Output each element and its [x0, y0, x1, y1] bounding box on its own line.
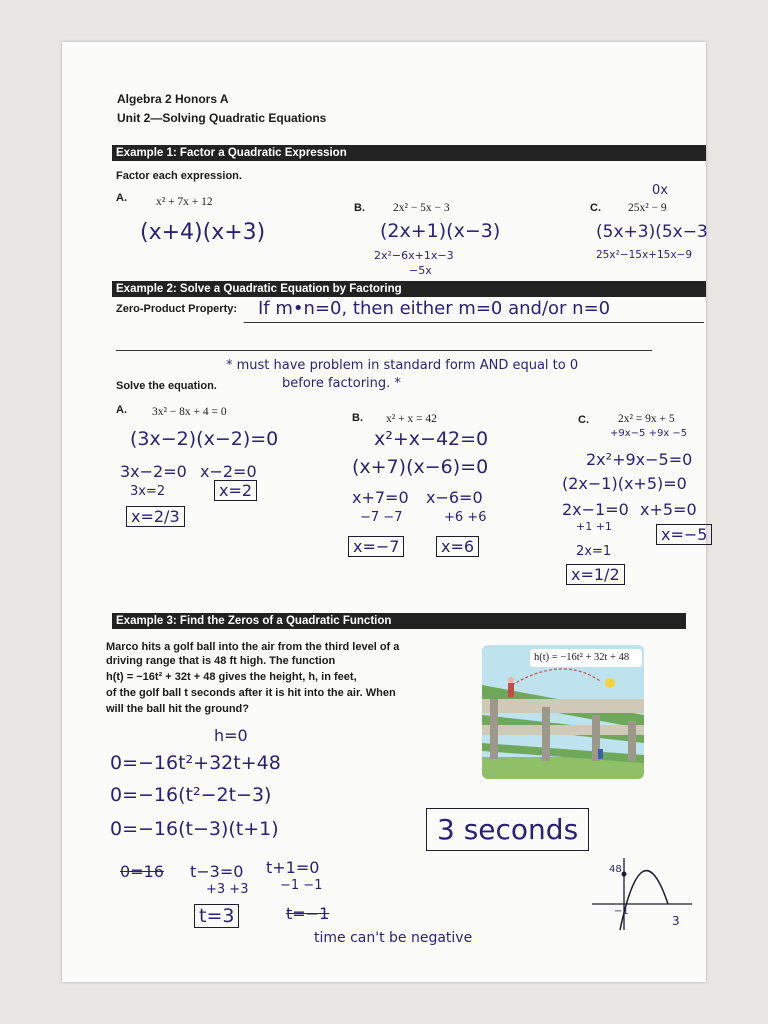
example3-banner: Example 3: Find the Zeros of a Quadratic Function	[112, 613, 686, 629]
ex1-c-answer: (5x+3)(5x−3	[596, 222, 708, 242]
ex3-negative-note: time can't be negative	[314, 930, 473, 946]
example1-banner: Example 1: Factor a Quadratic Expression	[112, 145, 706, 161]
golf-problem-line-4: of the golf ball t seconds after it is hit into the air. When	[106, 687, 396, 699]
ex3-z2b: +3 +3	[206, 882, 249, 897]
ex2-b-step3b: x−6=0	[426, 488, 483, 507]
ex2-b-step4a: −7 −7	[360, 510, 403, 525]
ex3-step2: 0=−16(t²−2t−3)	[110, 784, 272, 806]
ex1-c-expr: 25x² − 9	[628, 202, 667, 214]
ex2-a-label: A.	[116, 404, 127, 416]
ex2-b-step4b: +6 +6	[444, 510, 487, 525]
course-title: Algebra 2 Honors A	[117, 92, 229, 106]
ex1-c-work: 25x²−15x+15x−9	[596, 249, 693, 261]
ex2-a-step2b: x−2=0	[200, 462, 257, 481]
example2-banner: Example 2: Solve a Quadratic Equation by Factoring	[112, 281, 706, 297]
ex2-c-label: C.	[578, 414, 589, 426]
golf-problem-line-5: will the ball hit the ground?	[106, 703, 249, 715]
ex1-c-label: C.	[590, 202, 601, 214]
graph-x-pos-label: 3	[672, 914, 680, 928]
ex1-c-note: 0x	[652, 183, 668, 198]
standard-form-note-1: * must have problem in standard form AND equal to 0	[226, 358, 579, 373]
ex2-c-step3b: x+5=0	[640, 500, 697, 519]
ex2-a-step1: (3x−2)(x−2)=0	[130, 428, 279, 450]
ex2-c-answer1: x=−5	[656, 524, 712, 545]
height-function-label: h(t) = −16t² + 32t + 48	[534, 652, 630, 663]
ex1-b-work: 2x²−6x+1x−3	[374, 249, 454, 262]
zpp-blank-line	[244, 322, 704, 323]
ex2-c-step1: 2x²+9x−5=0	[586, 450, 693, 469]
golf-problem-line-3: h(t) = −16t² + 32t + 48 gives the height, h, in feet,	[106, 671, 357, 683]
ex3-z3b: −1 −1	[280, 878, 323, 893]
ex3-rejected-root: t=−1	[286, 904, 330, 923]
ex2-c-step3a: 2x−1=0	[562, 500, 629, 519]
ex1-b-answer: (2x+1)(x−3)	[380, 220, 501, 242]
ex2-c-answer2: x=1/2	[566, 564, 625, 585]
zpp-blank-line-2	[116, 350, 652, 351]
final-answer-box: 3 seconds	[426, 808, 589, 851]
ex2-a-expr: 3x² − 8x + 4 = 0	[152, 406, 227, 418]
ex2-b-step3a: x+7=0	[352, 488, 409, 507]
ex2-a-step3: 3x=2	[130, 484, 166, 499]
ex3-step3: 0=−16(t−3)(t+1)	[110, 818, 279, 840]
ex3-z1: 0=16	[120, 862, 164, 881]
ex3-step1: 0=−16t²+32t+48	[110, 752, 281, 774]
ex2-a-answer1: x=2/3	[126, 506, 185, 527]
ex2-c-step2: (2x−1)(x+5)=0	[562, 474, 687, 493]
ex2-c-step4: +1 +1	[576, 520, 612, 533]
unit-title: Unit 2—Solving Quadratic Equations	[117, 111, 327, 125]
example1-instruction: Factor each expression.	[116, 170, 242, 182]
ex2-a-step2a: 3x−2=0	[120, 462, 187, 481]
ex1-a-expr: x² + 7x + 12	[156, 196, 213, 208]
ex1-a-answer: (x+4)(x+3)	[140, 220, 266, 245]
ex2-c-step0: +9x−5 +9x −5	[610, 428, 688, 439]
golf-problem-line-1: Marco hits a golf ball into the air from the third level of a	[106, 641, 400, 653]
ex1-b-note: −5x	[409, 264, 432, 277]
ex1-b-label: B.	[354, 202, 365, 214]
ex3-answer-box: t=3	[194, 904, 239, 928]
graph-y-intercept-label: 48	[609, 864, 622, 875]
ex3-z3: t+1=0	[266, 858, 320, 877]
ex2-a-answer2: x=2	[214, 480, 257, 501]
standard-form-note-2: before factoring. *	[282, 376, 401, 391]
golf-problem-line-2: driving range that is 48 ft high. The function	[106, 655, 336, 667]
zpp-answer: If m•n=0, then either m=0 and/or n=0	[258, 298, 611, 319]
ex3-z2: t−3=0	[190, 862, 244, 881]
ex2-c-expr: 2x² = 9x + 5	[618, 413, 675, 425]
ex2-c-step5: 2x=1	[576, 544, 612, 559]
ex2-b-label: B.	[352, 412, 363, 424]
zpp-label: Zero-Product Property:	[116, 303, 238, 315]
ex2-b-answer1: x=−7	[348, 536, 404, 557]
ex3-h-equals-zero: h=0	[214, 726, 248, 745]
ex2-b-step2: (x+7)(x−6)=0	[352, 456, 489, 478]
driving-range-illustration	[482, 645, 644, 779]
ex2-b-step1: x²+x−42=0	[374, 428, 489, 450]
ex2-b-expr: x² + x = 42	[386, 413, 437, 425]
ex1-b-expr: 2x² − 5x − 3	[393, 202, 450, 214]
graph-x-neg-label: −1	[614, 906, 629, 917]
example2-instruction: Solve the equation.	[116, 380, 217, 392]
ex2-b-answer2: x=6	[436, 536, 479, 557]
ex1-a-label: A.	[116, 192, 127, 204]
